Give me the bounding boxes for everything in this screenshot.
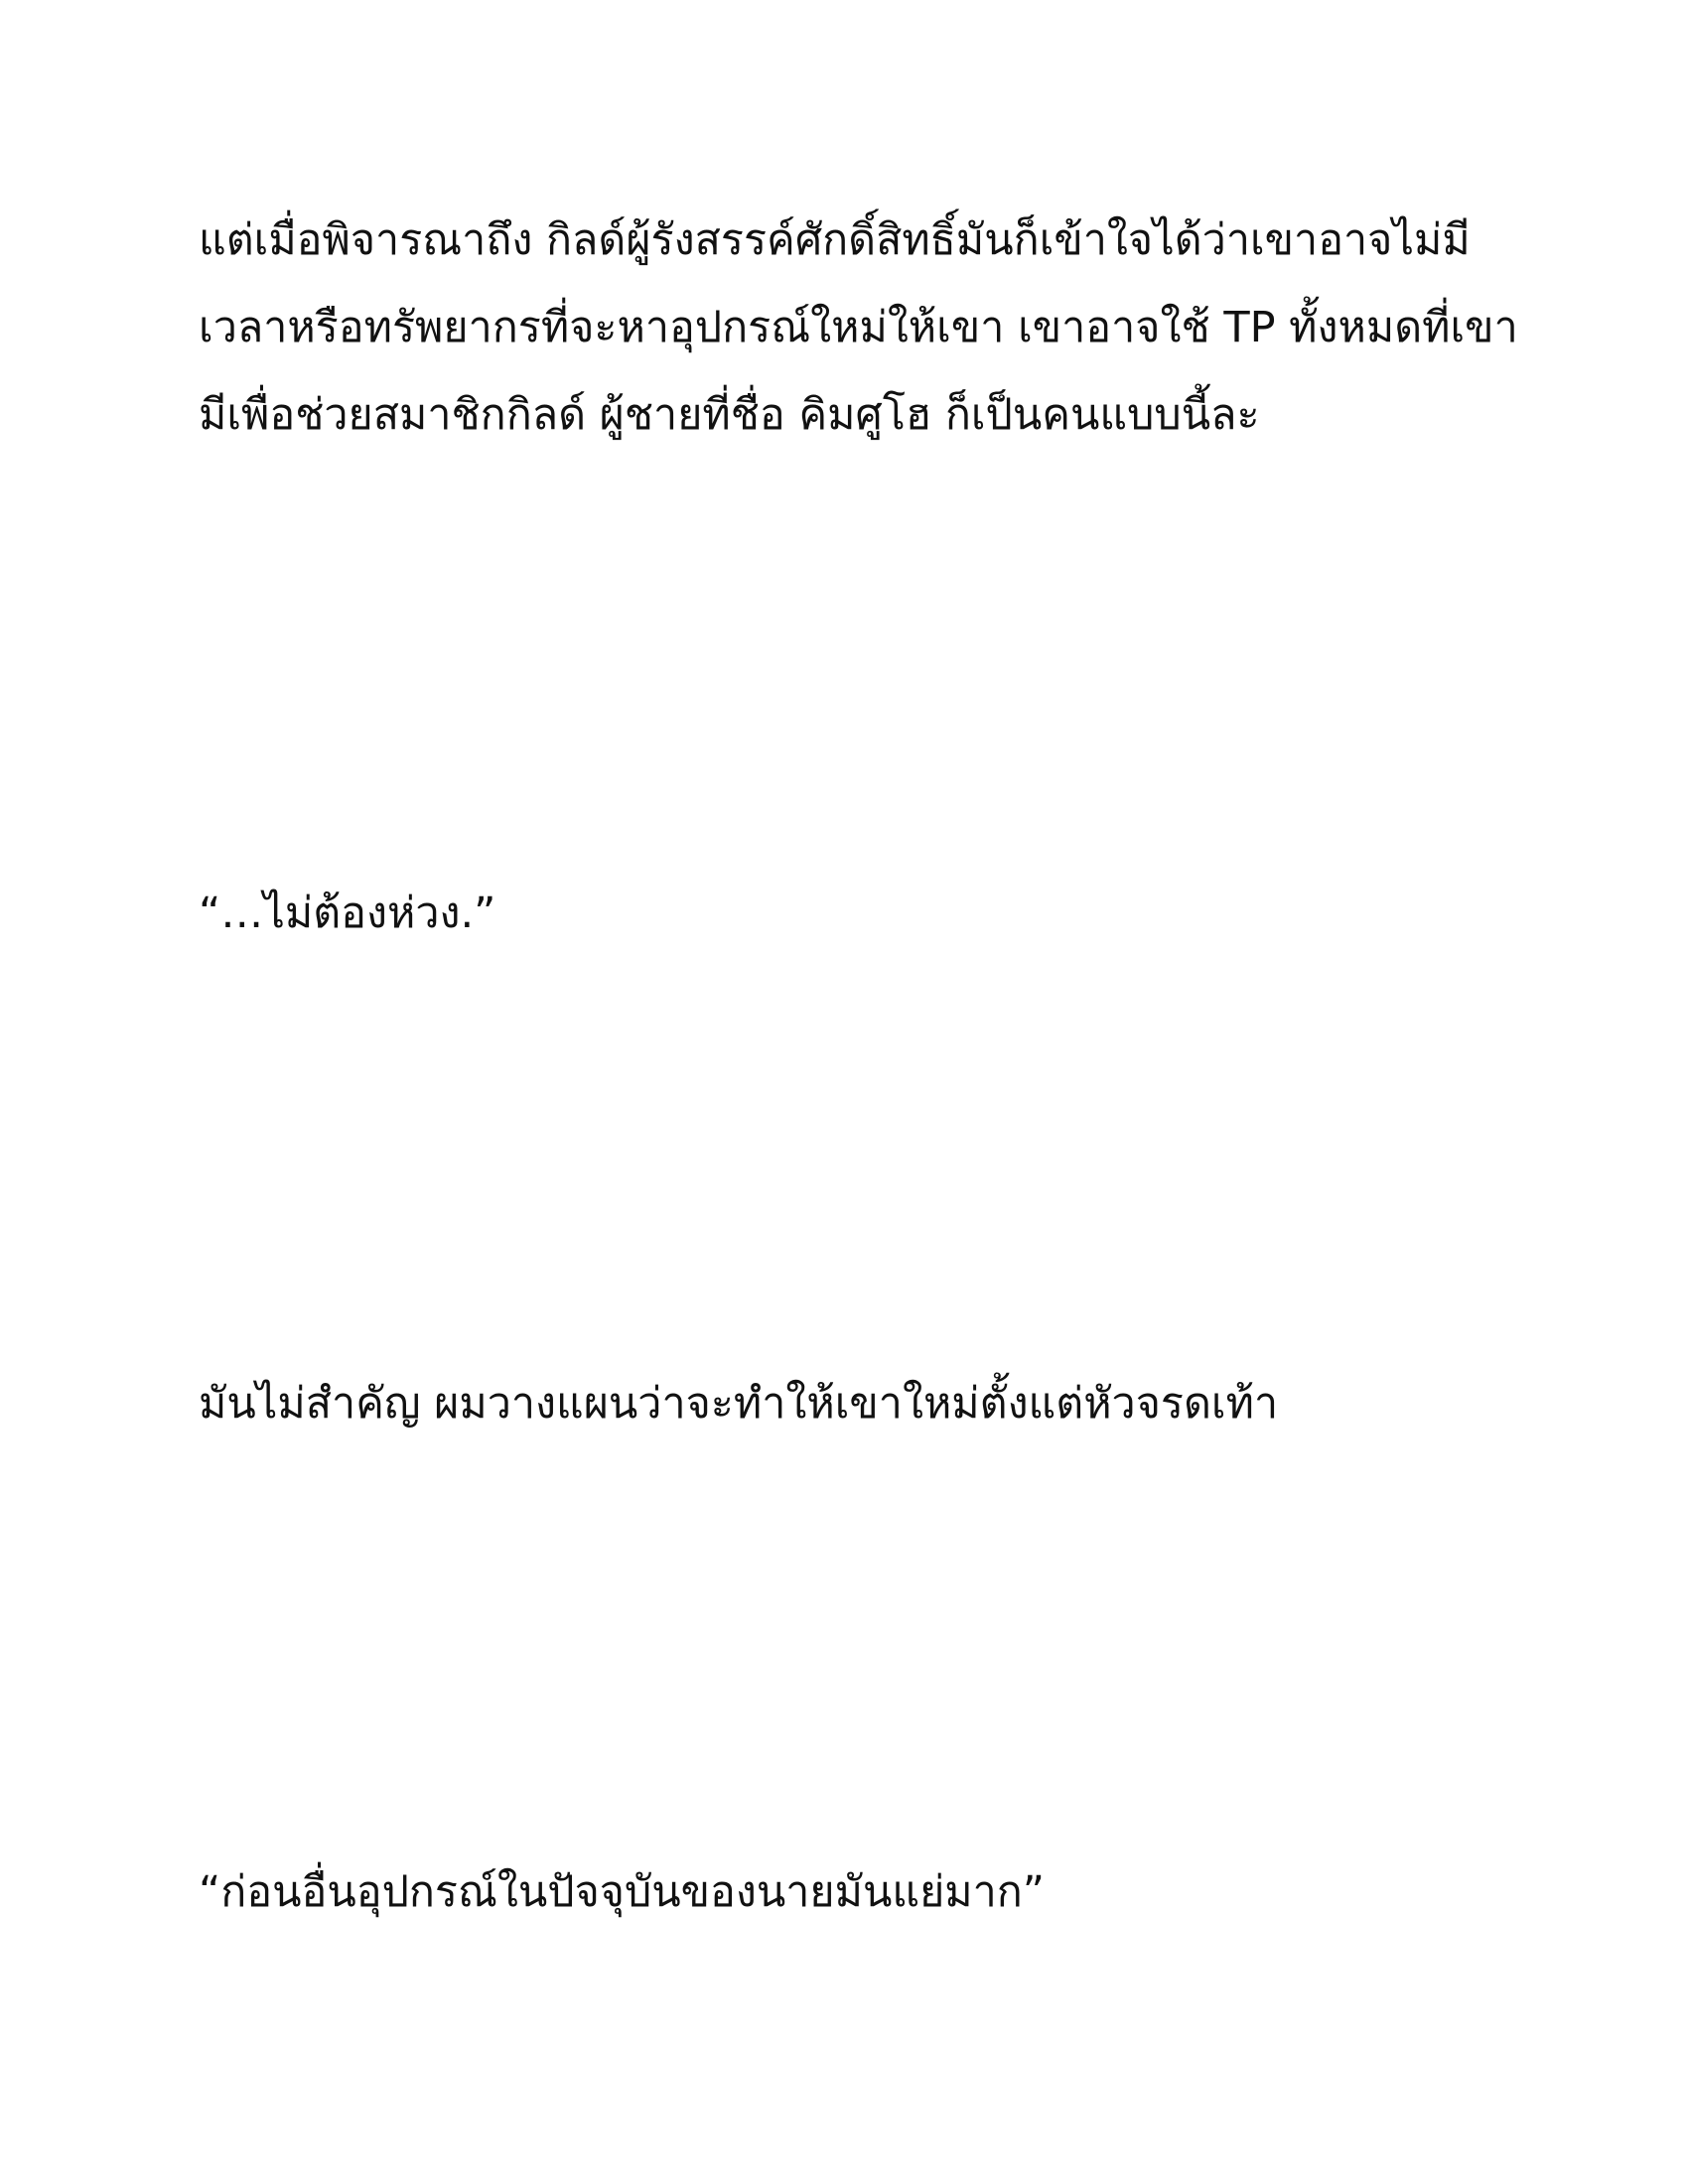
paragraph-narration (199, 1360, 1278, 1447)
paragraph-line: มีเพื่อช่วยสมาชิกกิลด์ ผู้ชายที่ชื่อ คิมศูโฮ ก็เป็นคนแบบนี้ละ (199, 390, 1260, 440)
paragraph-line: “…ไม่ต้องห่วง.” (199, 888, 496, 938)
paragraph-line: “ก่อนอื่นอุปกรณ์ในปัจจุบันของนายมันแย่มาก” (199, 1867, 1046, 1917)
paragraph-dialogue (199, 1848, 1045, 1936)
paragraph-line: แต่เมื่อพิจารณาถึง กิลด์ผู้รังสรรค์ศักดิ์สิทธิ์มันก็เข้าใจได้ว่าเขาอาจไม่มี (199, 215, 1471, 265)
paragraph-line: เวลาหรือทรัพยากรที่จะหาอุปกรณ์ใหม่ให้เขา เขาอาจใช้ TP ทั้งหมดที่เขา (199, 303, 1518, 352)
paragraph-narration (199, 197, 1518, 459)
paragraph-dialogue (199, 870, 495, 957)
paragraph-line: มันไม่สำคัญ ผมวางแผนว่าจะทำให้เขาใหม่ตั้งแต่หัวจรดเท้า (199, 1379, 1279, 1429)
